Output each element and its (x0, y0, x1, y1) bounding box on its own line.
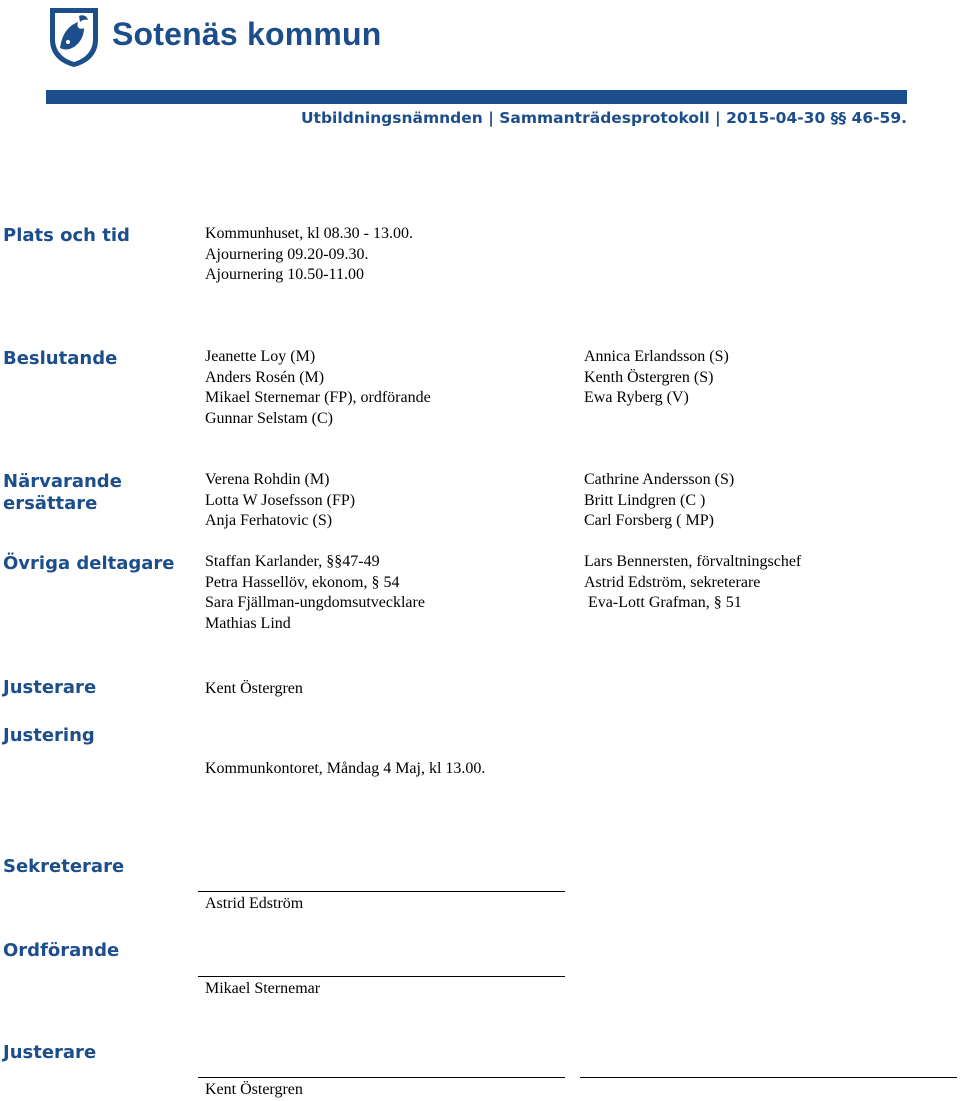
ersattare-member: Britt Lindgren (C ) (584, 491, 706, 509)
beslutande-member: Ewa Ryberg (V) (584, 389, 689, 406)
header-bar (46, 90, 907, 104)
ovriga-label: Övriga deltagare (3, 553, 175, 574)
ovriga-member: Eva-Lott Grafman, § 51 (588, 594, 742, 611)
signature-line (198, 1077, 565, 1078)
seal-icon (46, 4, 102, 68)
ersattare-label: Närvarande (3, 471, 122, 492)
beslutande-member: Mikael Sternemar (FP), ordförande (205, 389, 431, 406)
beslutande-member: Annica Erlandsson (S) (584, 348, 729, 365)
ersattare-member: Cathrine Andersson (S) (584, 471, 735, 488)
ovriga-member: Petra Hassellöv, ekonom, § 54 (205, 573, 400, 591)
plats-line: Ajournering 10.50-11.00 (205, 266, 364, 283)
signature-line (580, 1077, 957, 1078)
justerare-name: Kent Östergren (205, 680, 303, 697)
justering-value: Kommunkontoret, Måndag 4 Maj, kl 13.00. (205, 760, 486, 777)
ersattare-label: ersättare (3, 493, 98, 514)
justerare-label: Justerare (3, 677, 97, 698)
ersattare-member: Anja Ferhatovic (S) (205, 512, 333, 529)
sekreterare-name: Astrid Edström (205, 895, 304, 912)
ersattare-member: Verena Rohdin (M) (205, 471, 330, 488)
ovriga-member: Lars Bennersten, förvaltningschef (584, 553, 802, 570)
ovriga-member: Astrid Edström, sekreterare (584, 573, 761, 591)
ordforande-label: Ordförande (3, 940, 120, 961)
ovriga-member: Staffan Karlander, §§47-49 (205, 553, 380, 570)
document-title: Utbildningsnämnden | Sammanträdesprotokoll | 2015-04-30 §§ 46-59. (300, 109, 907, 127)
beslutande-member: Gunnar Selstam (C) (205, 409, 333, 427)
ordforande-name: Mikael Sternemar (205, 980, 321, 997)
brand-name: Sotenäs kommun (112, 16, 382, 52)
ersattare-member: Lotta W Josefsson (FP) (205, 491, 356, 509)
plats-line: Kommunhuset, kl 08.30 - 13.00. (205, 225, 413, 242)
beslutande-label: Beslutande (3, 348, 118, 369)
signature-line (198, 891, 565, 892)
plats-line: Ajournering 09.20-09.30. (205, 245, 369, 263)
sekreterare-label: Sekreterare (3, 856, 125, 877)
ersattare-member: Carl Forsberg ( MP) (584, 512, 714, 529)
beslutande-member: Anders Rosén (M) (205, 368, 325, 386)
ovriga-member: Sara Fjällman-ungdomsutvecklare (205, 594, 425, 611)
plats-label: Plats och tid (3, 225, 130, 246)
justering-label: Justering (3, 725, 95, 746)
ovriga-member: Mathias Lind (205, 614, 291, 632)
beslutande-member: Jeanette Loy (M) (205, 348, 316, 365)
justerare-signature-label: Justerare (3, 1042, 97, 1063)
signature-line (198, 976, 565, 977)
justerare-signature-name: Kent Östergren (205, 1081, 303, 1098)
beslutande-member: Kenth Östergren (S) (584, 368, 714, 386)
